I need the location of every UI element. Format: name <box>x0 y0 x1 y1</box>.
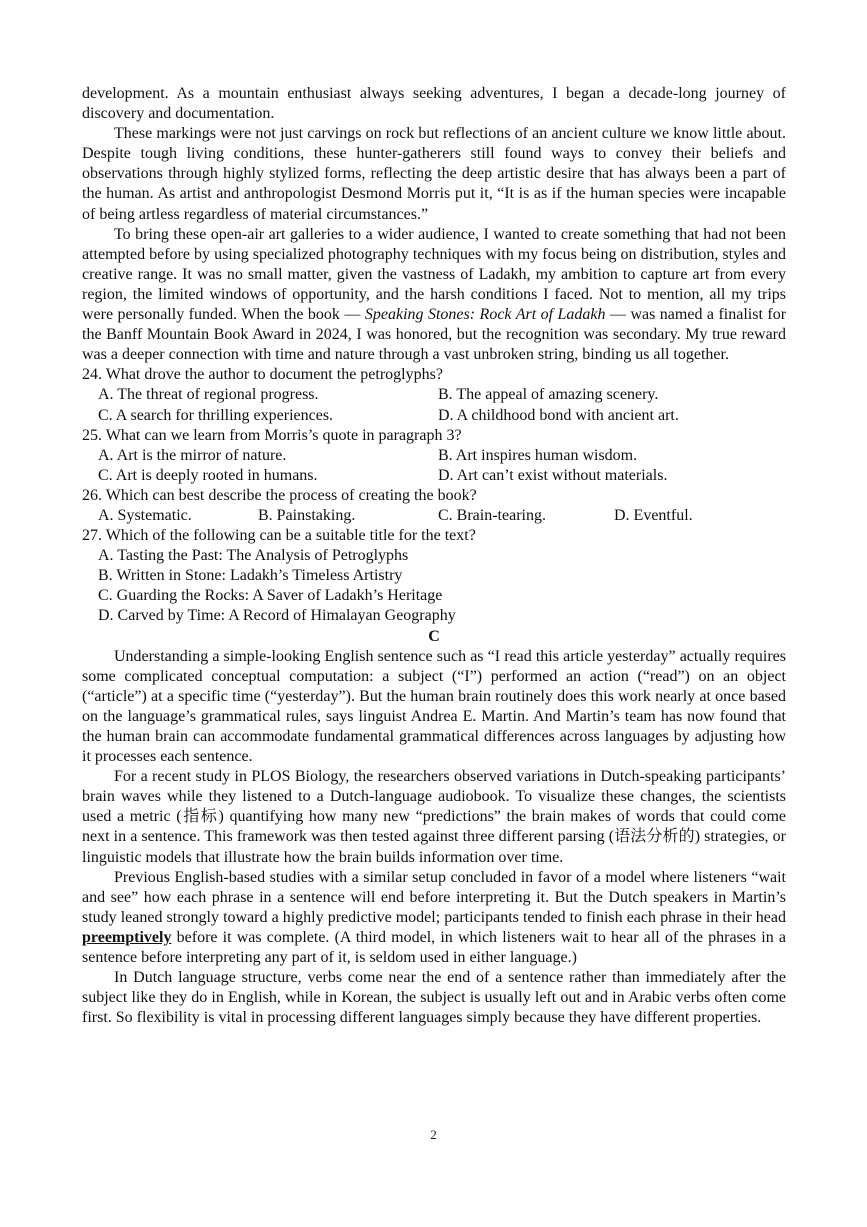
option-b[interactable]: B. Written in Stone: Ladakh’s Timeless Artistry <box>98 567 403 585</box>
paragraph-c4: In Dutch language structure, verbs come near the end of a sentence rather than immediately after the subject like they do in English, while in Korean, the subject is usually left out and in Arabic verbs often come first. So flexibility is vital in processing different languages simply because they have different properties. <box>82 969 786 1027</box>
option-b[interactable]: B. The appeal of amazing scenery. <box>438 386 659 404</box>
option-c[interactable]: C. Brain-tearing. <box>438 506 546 524</box>
option-c[interactable]: C. Guarding the Rocks: A Saver of Ladakh’s Heritage <box>98 587 443 605</box>
question-options <box>82 385 786 425</box>
paragraph-c1: Understanding a simple-looking English sentence such as “I read this article yesterday” actually requires some complicated conceptual computation: a subject (“I”) performed an action (“read”) on an object (“article”) at a specific time (“yesterday”). But the human brain routinely does this work nearly at once based on the language’s grammatical rules, says linguist Andrea E. Martin. And Martin’s team has now found that the human brain can accommodate fundamental grammatical differences across languages by adjusting how it processes each sentence. <box>82 647 786 766</box>
book-title: Speaking Stones: Rock Art of Ladakh <box>364 306 606 324</box>
option-a[interactable]: A. Tasting the Past: The Analysis of Petroglyphs <box>98 547 409 565</box>
underlined-word: preemptively <box>82 928 172 946</box>
question-stem: 26. Which can best describe the process of creating the book? <box>82 486 477 504</box>
question-options <box>82 446 786 486</box>
option-a[interactable]: A. Systematic. <box>98 506 192 524</box>
question-25 <box>82 426 786 486</box>
paragraph-b2: These markings were not just carvings on rock but reflections of an ancient culture we know little about. Despite tough living conditions, these hunter-gatherers still found ways to convey their beliefs and observations through highly stylized forms, reflecting the deep artistic desire that has always been a part of the human. As artist and anthropologist Desmond Morris put it, “It is as if the human species were incapable of being artless regardless of material circumstances.” <box>82 125 786 223</box>
question-stem: 24. What drove the author to document the petroglyphs? <box>82 366 443 384</box>
paragraph-c3 <box>82 868 786 968</box>
option-d[interactable]: D. A childhood bond with ancient art. <box>438 406 679 424</box>
option-d[interactable]: D. Art can’t exist without materials. <box>438 466 668 484</box>
question-options <box>82 546 786 626</box>
page-number: 2 <box>430 1127 437 1142</box>
paragraph-c3-part1: Previous English-based studies with a similar setup concluded in favor of a model where listeners “wait and see” how each phrase in a sentence will end before interpreting it. But the Dutch speakers in Martin’s study leaned strongly toward a highly predictive model; participants tended to finish each phrase in their head <box>82 868 786 926</box>
exam-page <box>82 84 786 1028</box>
option-d[interactable]: D. Eventful. <box>614 506 693 524</box>
question-options <box>82 506 786 526</box>
option-c[interactable]: C. Art is deeply rooted in humans. <box>98 466 318 484</box>
option-a[interactable]: A. Art is the mirror of nature. <box>98 446 287 464</box>
section-heading-c: C <box>428 627 440 645</box>
question-stem: 25. What can we learn from Morris’s quote in paragraph 3? <box>82 426 462 444</box>
option-b[interactable]: B. Art inspires human wisdom. <box>438 446 638 464</box>
option-a[interactable]: A. The threat of regional progress. <box>98 386 319 404</box>
question-27 <box>82 526 786 626</box>
paragraph-c2: For a recent study in PLOS Biology, the researchers observed variations in Dutch-speaking participants’ brain waves while they listened to a Dutch-language audiobook. To visualize these changes, the scientists used a metric (指标) quantifying how many new “predictions” the brain makes of words that could come next in a sentence. This framework was then tested against three different parsing (语法分析的) strategies, or linguistic models that illustrate how the brain builds information over time. <box>82 768 786 866</box>
option-c[interactable]: C. A search for thrilling experiences. <box>98 406 334 424</box>
question-26 <box>82 486 786 526</box>
question-24 <box>82 365 786 425</box>
paragraph-b3-part2: — was named a finalist for the Banff Mountain Book Award in 2024, I was honored, but the recognition was secondary. My true reward was a deeper connection with time and nature through a vast unbroken string, binding us all together. <box>82 306 787 364</box>
question-stem: 27. Which of the following can be a suitable title for the text? <box>82 527 476 545</box>
paragraph-c3-part2: before it was complete. (A third model, in which listeners wait to hear all of the phrases in a sentence before interpreting any part of it, is seldom used in either language.) <box>82 928 786 967</box>
paragraph-b3 <box>82 225 786 366</box>
option-d[interactable]: D. Carved by Time: A Record of Himalayan Geography <box>98 607 456 625</box>
option-b[interactable]: B. Painstaking. <box>258 506 356 524</box>
paragraph-b1: development. As a mountain enthusiast always seeking adventures, I began a decade-long journey of discovery and documentation. <box>82 85 786 123</box>
paragraph-b3-part1: To bring these open-air art galleries to a wider audience, I wanted to create something that had not been attempted before by using specialized photography techniques with my focus being on distribution, styles and creative range. It was no small matter, given the vastness of Ladakh, my ambition to capture art from every region, the limited windows of opportunity, and the harsh conditions I faced. Not to mention, all my trips were personally funded. When the book — <box>82 225 786 324</box>
